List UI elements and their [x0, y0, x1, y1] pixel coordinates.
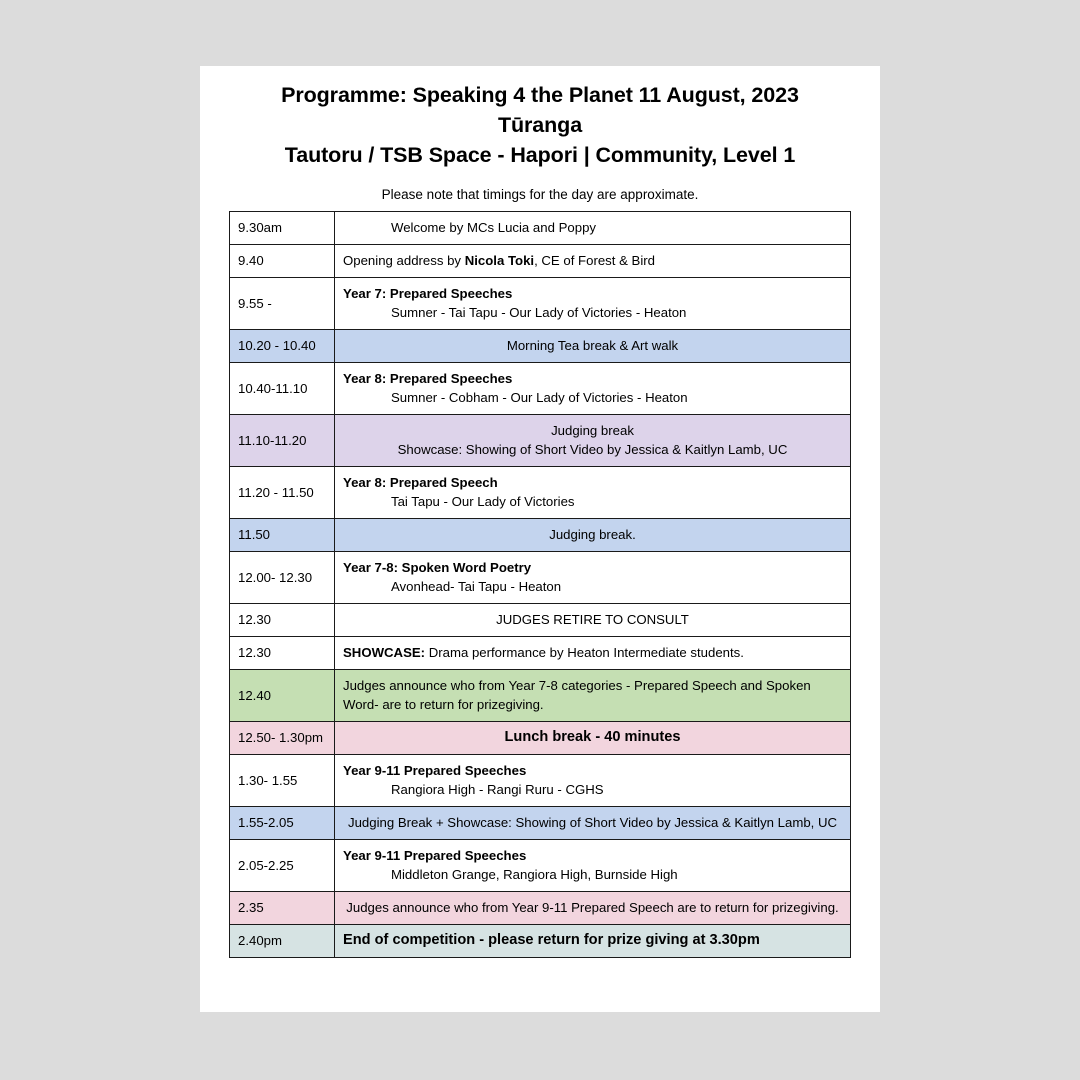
- description-cell: [335, 415, 851, 467]
- title-line-3: Tautoru / TSB Space - Hapori | Community, Level 1: [284, 143, 796, 167]
- document-title-block: [200, 66, 880, 170]
- time-cell: 11.10-11.20: [230, 415, 335, 467]
- programme-table: [229, 211, 851, 958]
- description-line: Year 9-11 Prepared Speeches: [343, 763, 527, 778]
- table-row: [230, 552, 851, 604]
- time-cell: 10.20 - 10.40: [230, 330, 335, 363]
- table-row: [230, 519, 851, 552]
- time-cell: 11.50: [230, 519, 335, 552]
- time-cell: 12.30: [230, 637, 335, 670]
- description-cell: [335, 755, 851, 807]
- description-cell: [335, 467, 851, 519]
- time-cell: 9.55 -: [230, 278, 335, 330]
- description-line: Sumner - Cobham - Our Lady of Victories - Heaton: [391, 390, 688, 405]
- title-line-2: Tūranga: [497, 113, 583, 137]
- description-cell: [335, 245, 851, 278]
- description-cell: [335, 840, 851, 892]
- description-line: Showcase: Showing of Short Video by Jessica & Kaitlyn Lamb, UC: [397, 442, 788, 457]
- description-line: Morning Tea break & Art walk: [506, 338, 679, 353]
- description-cell: [335, 363, 851, 415]
- description-cell: [335, 925, 851, 958]
- time-cell: 2.40pm: [230, 925, 335, 958]
- time-cell: 2.35: [230, 892, 335, 925]
- document-page: [200, 66, 880, 1012]
- time-cell: 10.40-11.10: [230, 363, 335, 415]
- table-row: [230, 892, 851, 925]
- table-row: [230, 467, 851, 519]
- time-cell: 1.30- 1.55: [230, 755, 335, 807]
- description-line: Rangiora High - Rangi Ruru - CGHS: [391, 782, 604, 797]
- description-line: Sumner - Tai Tapu - Our Lady of Victories - Heaton: [391, 305, 687, 320]
- time-cell: 11.20 - 11.50: [230, 467, 335, 519]
- description-line: Year 7: Prepared Speeches: [343, 286, 513, 301]
- table-row: [230, 722, 851, 755]
- table-row: [230, 330, 851, 363]
- time-cell: 2.05-2.25: [230, 840, 335, 892]
- time-cell: 12.30: [230, 604, 335, 637]
- description-line: Judging Break + Showcase: Showing of Short Video by Jessica & Kaitlyn Lamb, UC: [347, 815, 838, 830]
- table-row: [230, 755, 851, 807]
- emphasis-text: Nicola Toki: [464, 253, 535, 268]
- description-line: [343, 643, 842, 662]
- description-cell: [335, 330, 851, 363]
- table-row: [230, 925, 851, 958]
- description-line: Year 9-11 Prepared Speeches: [343, 848, 527, 863]
- table-row: [230, 363, 851, 415]
- table-row: [230, 278, 851, 330]
- time-cell: 9.40: [230, 245, 335, 278]
- plain-text: , CE of Forest & Bird: [534, 253, 656, 268]
- title-line-1: Programme: Speaking 4 the Planet 11 August, 2023: [281, 83, 799, 107]
- description-line: [343, 251, 842, 270]
- table-row: [230, 637, 851, 670]
- description-line: Year 7-8: Spoken Word Poetry: [343, 560, 532, 575]
- description-cell: [335, 278, 851, 330]
- description-line: Tai Tapu - Our Lady of Victories: [391, 494, 575, 509]
- description-cell: [335, 892, 851, 925]
- description-line: Year 8: Prepared Speeches: [343, 371, 513, 386]
- description-cell: [335, 552, 851, 604]
- description-line: Lunch break - 40 minutes: [504, 729, 681, 745]
- description-line: Judging break: [551, 423, 634, 438]
- table-row: [230, 604, 851, 637]
- description-cell: [335, 519, 851, 552]
- description-line: Judges announce who from Year 7-8 categories - Prepared Speech and Spoken Word- are to return for prizegiving.: [343, 678, 811, 712]
- timing-note: Please note that timings for the day are approximate.: [381, 187, 699, 202]
- description-cell: [335, 637, 851, 670]
- time-cell: 9.30am: [230, 212, 335, 245]
- description-cell: [335, 670, 851, 722]
- description-cell: [335, 722, 851, 755]
- emphasis-text: SHOWCASE:: [343, 645, 426, 660]
- plain-text: Drama performance by Heaton Intermediate students.: [425, 645, 744, 660]
- plain-text: Opening address by: [343, 253, 465, 268]
- table-row: [230, 212, 851, 245]
- description-line: Middleton Grange, Rangiora High, Burnside High: [391, 867, 678, 882]
- description-line: End of competition - please return for prize giving at 3.30pm: [343, 932, 760, 948]
- programme-table-body: [230, 212, 851, 958]
- table-row: [230, 670, 851, 722]
- table-row: [230, 245, 851, 278]
- description-cell: [335, 807, 851, 840]
- description-line: Avonhead- Tai Tapu - Heaton: [391, 579, 562, 594]
- description-line: Welcome by MCs Lucia and Poppy: [391, 220, 596, 235]
- description-cell: [335, 604, 851, 637]
- description-line: Judges announce who from Year 9-11 Prepared Speech are to return for prizegiving.: [346, 900, 839, 915]
- table-row: [230, 807, 851, 840]
- table-row: [230, 840, 851, 892]
- time-cell: 1.55-2.05: [230, 807, 335, 840]
- time-cell: 12.50- 1.30pm: [230, 722, 335, 755]
- time-cell: 12.40: [230, 670, 335, 722]
- description-cell: [335, 212, 851, 245]
- description-line: JUDGES RETIRE TO CONSULT: [496, 612, 689, 627]
- table-row: [230, 415, 851, 467]
- description-line: Year 8: Prepared Speech: [343, 475, 498, 490]
- time-cell: 12.00- 12.30: [230, 552, 335, 604]
- description-line: Judging break.: [549, 527, 636, 542]
